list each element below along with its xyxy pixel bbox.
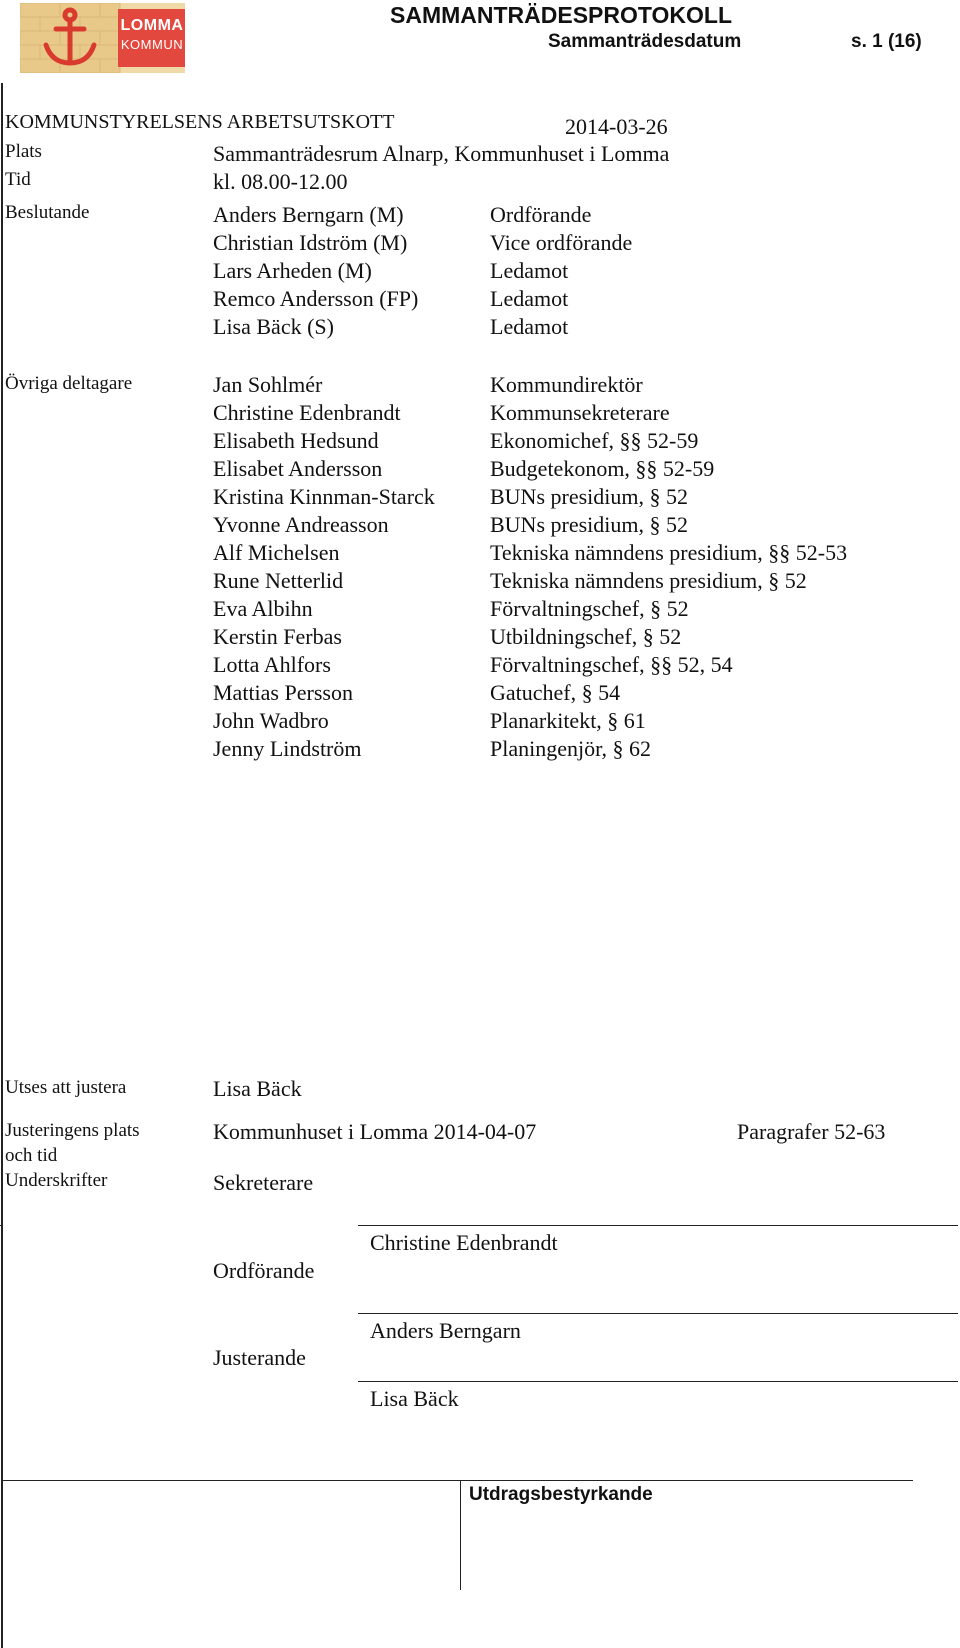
decision-maker-role: Ordförande [490, 202, 592, 227]
participant-role: Tekniska nämndens presidium, §§ 52-53 [490, 540, 848, 565]
participant-role: Planarkitekt, § 61 [490, 708, 646, 733]
participant-role: Utbildningschef, § 52 [490, 624, 682, 649]
signature-role: Ordförande [213, 1258, 315, 1283]
participant-role: Gatuchef, § 54 [490, 680, 621, 705]
participant-role: Planingenjör, § 62 [490, 736, 652, 761]
participant-name: Elisabeth Hedsund [213, 428, 379, 453]
participant-name: John Wadbro [213, 708, 329, 733]
participant-role: Ekonomichef, §§ 52-59 [490, 428, 699, 453]
adjustment-place-label-cont: och tid [5, 1145, 58, 1166]
participant-name: Elisabet Andersson [213, 456, 383, 481]
participant-name: Yvonne Andreasson [213, 512, 389, 537]
signature-role: Justerande [213, 1345, 306, 1370]
meeting-date: 2014-03-26 [565, 114, 668, 139]
decision-makers-label: Beslutande [5, 202, 90, 223]
signature-name: Anders Berngarn [370, 1318, 521, 1343]
decision-maker-role: Ledamot [490, 314, 569, 339]
decision-maker-name: Remco Andersson (FP) [213, 286, 419, 311]
logo-text-bottom: KOMMUN [120, 37, 184, 52]
participant-name: Alf Michelsen [213, 540, 340, 565]
participant-role: BUNs presidium, § 52 [490, 484, 688, 509]
adjustment-place-label: Justeringens plats [5, 1120, 140, 1141]
paragraphs-range: Paragrafer 52-63 [737, 1119, 886, 1144]
participant-role: Förvaltningschef, §§ 52, 54 [490, 652, 733, 677]
adjustment-place-time: Kommunhuset i Lomma 2014-04-07 [213, 1119, 537, 1144]
meeting-time: kl. 08.00-12.00 [213, 169, 348, 194]
participant-name: Jenny Lindström [213, 736, 362, 761]
certification-label: Utdragsbestyrkande [469, 1484, 653, 1505]
participant-name: Jan Sohlmér [213, 372, 323, 397]
footer-column-divider [460, 1480, 461, 1590]
participant-name: Kerstin Ferbas [213, 624, 342, 649]
meeting-date-label: Sammanträdesdatum [548, 31, 742, 52]
decision-maker-name: Anders Berngarn (M) [213, 202, 404, 227]
signature-line [358, 1313, 958, 1314]
logo-text-top: LOMMA [120, 17, 184, 34]
participant-role: BUNs presidium, § 52 [490, 512, 688, 537]
signature-name: Lisa Bäck [370, 1386, 459, 1411]
decision-maker-role: Vice ordförande [490, 230, 633, 255]
decision-maker-role: Ledamot [490, 258, 569, 283]
participant-name: Kristina Kinnman-Starck [213, 484, 435, 509]
participant-role: Kommundirektör [490, 372, 643, 397]
participant-name: Rune Netterlid [213, 568, 344, 593]
left-border [1, 83, 3, 1648]
participant-name: Lotta Ahlfors [213, 652, 331, 677]
participant-name: Eva Albihn [213, 596, 313, 621]
appointed-adjuster-label: Utses att justera [5, 1077, 127, 1098]
time-label: Tid [5, 169, 31, 190]
meeting-place: Sammanträdesrum Alnarp, Kommunhuset i Lomma [213, 141, 670, 166]
document-title: SAMMANTRÄDESPROTOKOLL [390, 2, 733, 28]
place-label: Plats [5, 141, 42, 162]
decision-maker-name: Lisa Bäck (S) [213, 314, 334, 339]
participant-role: Förvaltningschef, § 52 [490, 596, 689, 621]
participant-name: Christine Edenbrandt [213, 400, 401, 425]
footer-divider [1, 1480, 913, 1481]
participant-role: Tekniska nämndens presidium, § 52 [490, 568, 807, 593]
signature-line [358, 1225, 958, 1226]
appointed-adjuster: Lisa Bäck [213, 1076, 302, 1101]
committee-name: KOMMUNSTYRELSENS ARBETSUTSKOTT [5, 111, 395, 133]
decision-maker-role: Ledamot [490, 286, 569, 311]
decision-maker-name: Lars Arheden (M) [213, 258, 372, 283]
page-number: s. 1 (16) [851, 31, 922, 52]
signature-line [358, 1381, 958, 1382]
signature-name: Christine Edenbrandt [370, 1230, 558, 1255]
participant-role: Budgetekonom, §§ 52-59 [490, 456, 715, 481]
signature-role: Sekreterare [213, 1170, 314, 1195]
other-participants-label: Övriga deltagare [5, 373, 133, 394]
signature-line [0, 1225, 3, 1226]
lomma-kommun-logo [20, 3, 185, 73]
signatures-label: Underskrifter [5, 1170, 108, 1191]
decision-maker-name: Christian Idström (M) [213, 230, 408, 255]
participant-name: Mattias Persson [213, 680, 353, 705]
participant-role: Kommunsekreterare [490, 400, 670, 425]
